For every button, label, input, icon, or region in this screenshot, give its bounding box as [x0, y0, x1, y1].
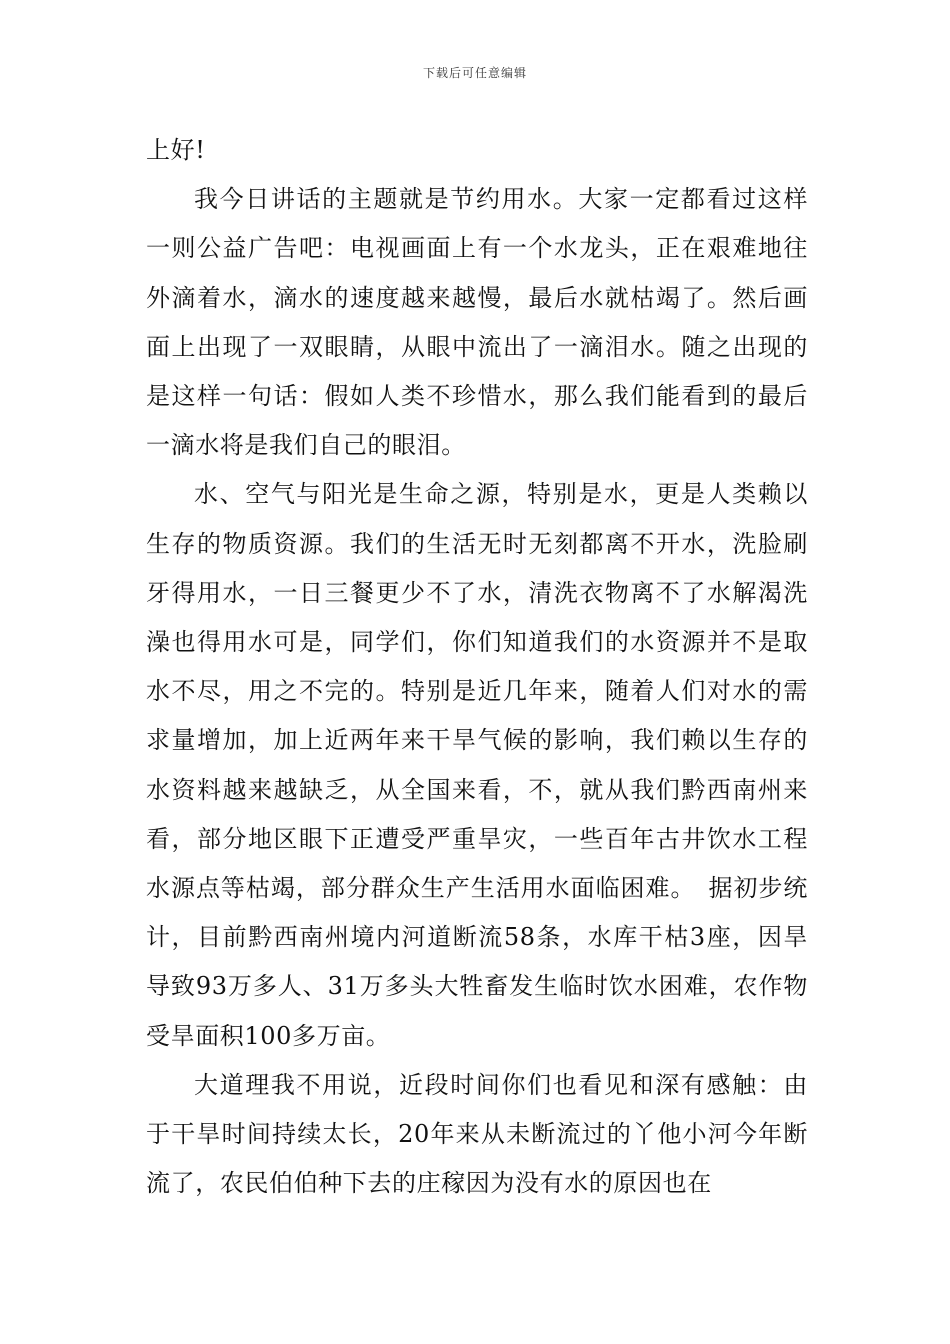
paragraph-water-resources: 水、空气与阳光是生命之源，特别是水，更是人类赖以生存的物质资源。我们的生活无时无刻都离不开水，洗脸刷牙得用水，一日三餐更少不了水，清洗衣物离不了水解渴洗澡也得用水可是，同学们，你们知道我们的水资源并不是取水不尽，用之不完的。特别是近几年来，随着人们对水的需求量增加，加上近两年来干旱气候的影响，我们赖以生存的水资料越来越缺乏，从全国来看，不，就从我们黔西南州来看，部分地区眼下正遭受严重旱灾，一些百年古井饮水工程水源点等枯竭，部分群众生产生活用水面临困难。 据初步统计，目前黔西南州境内河道断流58条，水库干枯3座，因旱导致93万多人、31万多头大牲畜发生临时饮水困难，农作物受旱面积100多万亩。 [146, 480, 808, 1050]
paragraph-greeting: 上好! [146, 136, 206, 164]
paragraph-drought: 大道理我不用说，近段时间你们也看见和深有感触：由于干旱时间持续太长，20年来从未断流过的丫他小河今年断流了，农民伯伯种下去的庄稼因为没有水的原因也在 [146, 1070, 808, 1198]
page-header-note: 下载后可任意编辑 [422, 66, 527, 80]
paragraph-topic: 我今日讲话的主题就是节约用水。大家一定都看过这样一则公益广告吧：电视画面上有一个水龙头，正在艰难地往外滴着水，滴水的速度越来越慢，最后水就枯竭了。然后画面上出现了一双眼睛，从眼中流出了一滴泪水。随之出现的是这样一句话：假如人类不珍惜水，那么我们能看到的最后一滴水将是我们自己的眼泪。 [146, 185, 808, 460]
document-body [146, 126, 808, 1208]
